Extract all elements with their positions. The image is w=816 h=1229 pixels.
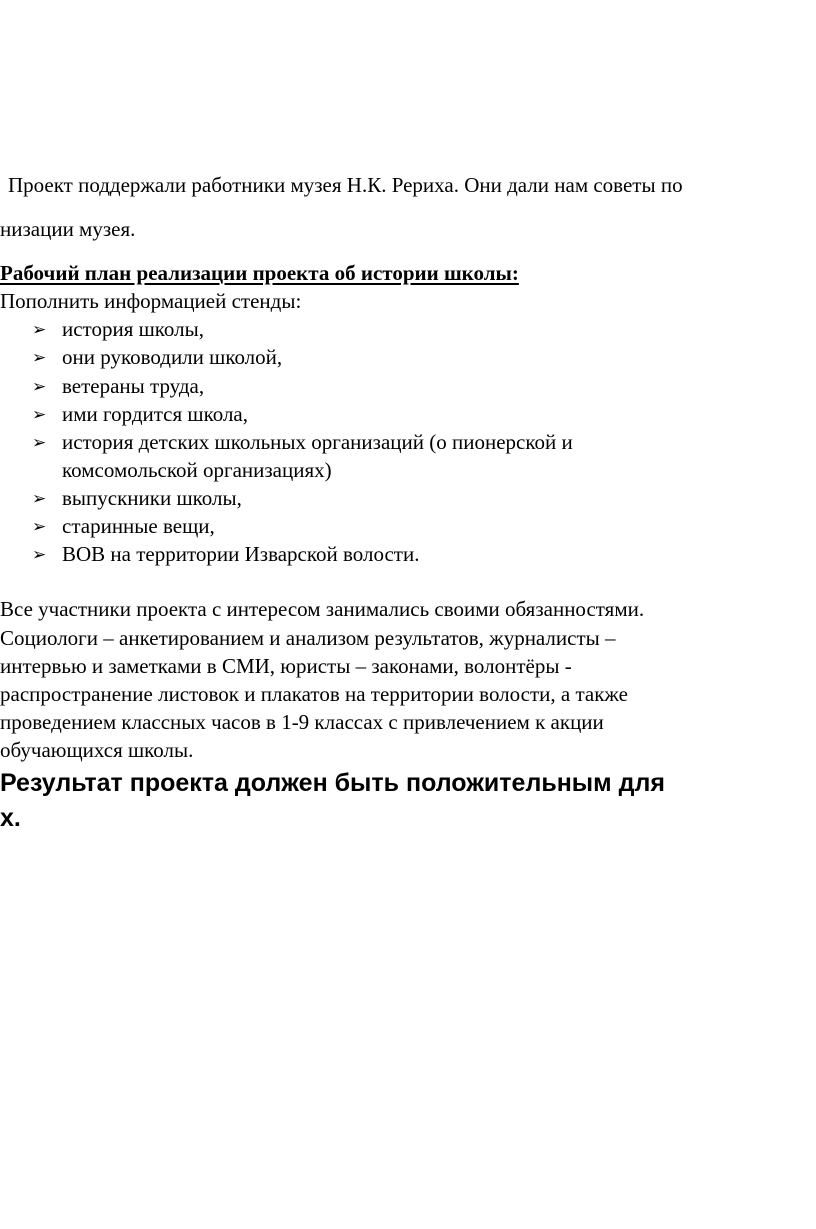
list-item-label: ВОВ на территории Изварской волости.	[62, 542, 420, 566]
participants-text-line: интервью и заметками в СМИ, юристы – законами, волонтёры -	[0, 654, 572, 678]
list-item	[32, 488, 242, 509]
arrow-bullet-icon: ➢	[32, 489, 47, 509]
participants-text-line: Все участники проекта с интересом занимались своими обязанностями.	[0, 597, 645, 621]
list-item-label: ими гордится школа,	[62, 402, 248, 426]
list-item-label: история детских школьных организаций (о пионерской и	[62, 430, 573, 454]
arrow-bullet-icon: ➢	[32, 377, 47, 397]
arrow-bullet-icon: ➢	[32, 517, 47, 537]
participants-text-line: обучающихся школы.	[0, 738, 194, 762]
list-item	[32, 319, 204, 340]
plan-intro: Пополнить информацией стенды:	[0, 289, 302, 313]
list-item	[32, 516, 215, 537]
list-item	[32, 432, 573, 453]
list-item-continuation: комсомольской организациях)	[62, 458, 332, 482]
list-item-label: история школы,	[62, 317, 204, 341]
intro-text-line-1: Проект поддержали работники музея Н.К. Рериха. Они дали нам советы по	[8, 173, 683, 197]
result-heading-line-1: Результат проекта должен быть положительным для	[0, 769, 665, 797]
arrow-bullet-icon: ➢	[32, 405, 47, 425]
list-item-label: старинные вещи,	[62, 514, 215, 538]
list-item-label: выпускники школы,	[62, 486, 242, 510]
plan-heading: Рабочий план реализации проекта об истории школы:	[0, 261, 519, 285]
participants-text-line: Социологи – анкетированием и анализом результатов, журналисты –	[0, 626, 616, 650]
list-item-label: ветераны труда,	[62, 374, 205, 398]
list-item	[32, 404, 248, 425]
intro-text-line-2: низации музея.	[0, 217, 136, 241]
participants-text-line: проведением классных часов в 1-9 классах с привлечением к акции	[0, 710, 604, 734]
participants-text-line: распространение листовок и плакатов на территории волости, а также	[0, 682, 628, 706]
list-item	[32, 544, 419, 565]
list-item	[32, 376, 204, 397]
result-heading-line-2: х.	[0, 804, 21, 832]
arrow-bullet-icon: ➢	[32, 320, 47, 340]
list-item-label: они руководили школой,	[62, 345, 283, 369]
arrow-bullet-icon: ➢	[32, 348, 47, 368]
arrow-bullet-icon: ➢	[32, 545, 47, 565]
arrow-bullet-icon: ➢	[32, 433, 47, 453]
list-item	[32, 347, 282, 368]
